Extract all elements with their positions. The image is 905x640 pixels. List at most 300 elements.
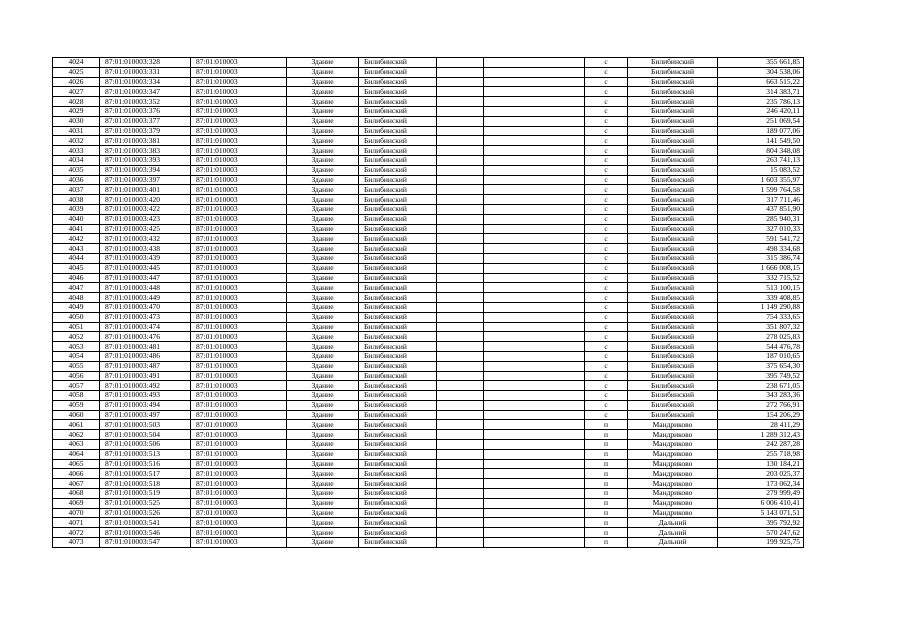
cell-district: Билибинский — [359, 420, 437, 430]
cell-locality-name: Билибинский — [628, 67, 718, 77]
cell-object-type: Здание — [287, 381, 359, 391]
cell-row-number: 4069 — [53, 498, 100, 508]
cell-district: Билибинский — [359, 273, 437, 283]
cell-object-type: Здание — [287, 351, 359, 361]
table-row — [53, 371, 804, 381]
cell-row-number: 4027 — [53, 87, 100, 97]
cell-cadastral-quarter: 87:01:010003 — [191, 204, 287, 214]
cell-extra-col-2 — [484, 116, 585, 126]
cell-cadastral-number: 87:01:010003:547 — [100, 538, 191, 548]
cell-extra-col-1 — [437, 332, 484, 342]
cell-locality-type: п — [585, 528, 628, 538]
cell-locality-name: Билибинский — [628, 273, 718, 283]
cell-locality-type: с — [585, 146, 628, 156]
cell-extra-col-1 — [437, 489, 484, 499]
cell-locality-type: с — [585, 165, 628, 175]
cell-locality-name: Билибинский — [628, 371, 718, 381]
cell-cadastral-number: 87:01:010003:546 — [100, 528, 191, 538]
cell-district: Билибинский — [359, 293, 437, 303]
cell-row-number: 4059 — [53, 400, 100, 410]
cell-locality-type: п — [585, 538, 628, 548]
cell-object-type: Здание — [287, 273, 359, 283]
cell-locality-type: п — [585, 518, 628, 528]
cell-cadastral-value: 355 661,85 — [718, 58, 804, 68]
cell-cadastral-value: 130 184,21 — [718, 459, 804, 469]
cell-row-number: 4041 — [53, 224, 100, 234]
cell-locality-type: с — [585, 234, 628, 244]
cell-cadastral-quarter: 87:01:010003 — [191, 381, 287, 391]
cell-cadastral-number: 87:01:010003:394 — [100, 165, 191, 175]
cell-extra-col-1 — [437, 116, 484, 126]
cell-extra-col-2 — [484, 508, 585, 518]
cell-row-number: 4031 — [53, 126, 100, 136]
cell-cadastral-quarter: 87:01:010003 — [191, 342, 287, 352]
cell-district: Билибинский — [359, 371, 437, 381]
cell-locality-type: с — [585, 116, 628, 126]
cell-cadastral-quarter: 87:01:010003 — [191, 214, 287, 224]
cell-row-number: 4048 — [53, 293, 100, 303]
cell-object-type: Здание — [287, 106, 359, 116]
cell-extra-col-2 — [484, 361, 585, 371]
cell-object-type: Здание — [287, 312, 359, 322]
cell-district: Билибинский — [359, 449, 437, 459]
cell-cadastral-quarter: 87:01:010003 — [191, 489, 287, 499]
table-row — [53, 126, 804, 136]
table-row — [53, 116, 804, 126]
table-row — [53, 58, 804, 68]
cell-extra-col-1 — [437, 67, 484, 77]
table-row — [53, 400, 804, 410]
cell-object-type: Здание — [287, 195, 359, 205]
cell-cadastral-number: 87:01:010003:525 — [100, 498, 191, 508]
cell-locality-name: Мандриково — [628, 440, 718, 450]
cell-district: Билибинский — [359, 136, 437, 146]
cell-object-type: Здание — [287, 214, 359, 224]
cell-locality-name: Мандриково — [628, 489, 718, 499]
cell-cadastral-number: 87:01:010003:347 — [100, 87, 191, 97]
cell-cadastral-quarter: 87:01:010003 — [191, 283, 287, 293]
cell-district: Билибинский — [359, 116, 437, 126]
cell-row-number: 4024 — [53, 58, 100, 68]
cell-locality-type: с — [585, 351, 628, 361]
cell-cadastral-quarter: 87:01:010003 — [191, 155, 287, 165]
cell-cadastral-number: 87:01:010003:438 — [100, 244, 191, 254]
cell-locality-name: Билибинский — [628, 136, 718, 146]
cell-locality-type: с — [585, 283, 628, 293]
cell-locality-name: Билибинский — [628, 312, 718, 322]
cell-locality-name: Билибинский — [628, 116, 718, 126]
cell-cadastral-quarter: 87:01:010003 — [191, 322, 287, 332]
cell-object-type: Здание — [287, 185, 359, 195]
cell-extra-col-1 — [437, 214, 484, 224]
cell-locality-name: Билибинский — [628, 204, 718, 214]
cell-cadastral-number: 87:01:010003:516 — [100, 459, 191, 469]
cell-row-number: 4062 — [53, 430, 100, 440]
cell-row-number: 4026 — [53, 77, 100, 87]
cell-cadastral-value: 498 334,68 — [718, 244, 804, 254]
cell-cadastral-number: 87:01:010003:328 — [100, 58, 191, 68]
cell-extra-col-1 — [437, 420, 484, 430]
cell-cadastral-quarter: 87:01:010003 — [191, 146, 287, 156]
cell-cadastral-value: 317 711,46 — [718, 195, 804, 205]
cell-cadastral-number: 87:01:010003:493 — [100, 391, 191, 401]
cell-cadastral-value: 5 143 071,51 — [718, 508, 804, 518]
table-row — [53, 410, 804, 420]
cell-extra-col-1 — [437, 361, 484, 371]
cell-district: Билибинский — [359, 87, 437, 97]
cell-extra-col-1 — [437, 224, 484, 234]
table-row — [53, 469, 804, 479]
cell-extra-col-2 — [484, 67, 585, 77]
cell-cadastral-value: 754 333,65 — [718, 312, 804, 322]
cell-cadastral-quarter: 87:01:010003 — [191, 106, 287, 116]
cell-district: Билибинский — [359, 332, 437, 342]
cell-cadastral-number: 87:01:010003:423 — [100, 214, 191, 224]
cell-extra-col-1 — [437, 538, 484, 548]
table-row — [53, 312, 804, 322]
table-row — [53, 185, 804, 195]
table-row — [53, 234, 804, 244]
cell-cadastral-value: 263 741,13 — [718, 155, 804, 165]
cell-locality-name: Мандриково — [628, 479, 718, 489]
cell-district: Билибинский — [359, 77, 437, 87]
cell-extra-col-1 — [437, 146, 484, 156]
cell-extra-col-2 — [484, 342, 585, 352]
cell-cadastral-quarter: 87:01:010003 — [191, 87, 287, 97]
cell-cadastral-quarter: 87:01:010003 — [191, 253, 287, 263]
cell-cadastral-number: 87:01:010003:481 — [100, 342, 191, 352]
cell-cadastral-number: 87:01:010003:491 — [100, 371, 191, 381]
cell-extra-col-1 — [437, 106, 484, 116]
cell-extra-col-1 — [437, 293, 484, 303]
cell-locality-name: Билибинский — [628, 126, 718, 136]
cell-cadastral-quarter: 87:01:010003 — [191, 351, 287, 361]
cell-extra-col-2 — [484, 538, 585, 548]
cell-extra-col-2 — [484, 273, 585, 283]
cell-locality-name: Билибинский — [628, 283, 718, 293]
cell-cadastral-quarter: 87:01:010003 — [191, 420, 287, 430]
cell-object-type: Здание — [287, 165, 359, 175]
cell-row-number: 4050 — [53, 312, 100, 322]
cell-row-number: 4056 — [53, 371, 100, 381]
cell-extra-col-1 — [437, 518, 484, 528]
cell-extra-col-2 — [484, 528, 585, 538]
cell-cadastral-value: 6 006 410,41 — [718, 498, 804, 508]
table-row — [53, 538, 804, 548]
cell-locality-name: Билибинский — [628, 302, 718, 312]
cell-cadastral-number: 87:01:010003:447 — [100, 273, 191, 283]
cell-extra-col-1 — [437, 97, 484, 107]
table-row — [53, 498, 804, 508]
cell-cadastral-number: 87:01:010003:449 — [100, 293, 191, 303]
cell-cadastral-quarter: 87:01:010003 — [191, 97, 287, 107]
cell-cadastral-quarter: 87:01:010003 — [191, 175, 287, 185]
cell-cadastral-number: 87:01:010003:439 — [100, 253, 191, 263]
cell-object-type: Здание — [287, 263, 359, 273]
cell-extra-col-2 — [484, 87, 585, 97]
cell-locality-type: с — [585, 87, 628, 97]
cell-object-type: Здание — [287, 459, 359, 469]
cell-locality-name: Дальний — [628, 538, 718, 548]
cell-row-number: 4038 — [53, 195, 100, 205]
cell-district: Билибинский — [359, 430, 437, 440]
cell-cadastral-number: 87:01:010003:497 — [100, 410, 191, 420]
cell-extra-col-2 — [484, 234, 585, 244]
cell-extra-col-1 — [437, 58, 484, 68]
cell-extra-col-2 — [484, 195, 585, 205]
cell-row-number: 4033 — [53, 146, 100, 156]
cell-district: Билибинский — [359, 67, 437, 77]
cell-row-number: 4060 — [53, 410, 100, 420]
cell-district: Билибинский — [359, 126, 437, 136]
cell-district: Билибинский — [359, 185, 437, 195]
cell-extra-col-1 — [437, 204, 484, 214]
cell-row-number: 4073 — [53, 538, 100, 548]
cell-cadastral-value: 343 283,36 — [718, 391, 804, 401]
cell-extra-col-1 — [437, 508, 484, 518]
cell-cadastral-value: 235 786,13 — [718, 97, 804, 107]
cell-extra-col-1 — [437, 381, 484, 391]
cell-district: Билибинский — [359, 538, 437, 548]
cell-row-number: 4032 — [53, 136, 100, 146]
cell-cadastral-value: 1 603 355,97 — [718, 175, 804, 185]
table-row — [53, 528, 804, 538]
cell-cadastral-value: 544 476,78 — [718, 342, 804, 352]
table-row — [53, 244, 804, 254]
cell-locality-type: п — [585, 440, 628, 450]
cell-district: Билибинский — [359, 175, 437, 185]
cell-locality-name: Мандриково — [628, 449, 718, 459]
cell-extra-col-2 — [484, 136, 585, 146]
table-row — [53, 302, 804, 312]
cell-cadastral-number: 87:01:010003:381 — [100, 136, 191, 146]
cell-object-type: Здание — [287, 253, 359, 263]
cell-locality-type: с — [585, 322, 628, 332]
cell-cadastral-value: 272 766,91 — [718, 400, 804, 410]
cell-district: Билибинский — [359, 214, 437, 224]
cell-extra-col-1 — [437, 430, 484, 440]
cell-row-number: 4068 — [53, 489, 100, 499]
cell-locality-type: с — [585, 185, 628, 195]
cell-extra-col-1 — [437, 77, 484, 87]
cell-cadastral-value: 238 671,05 — [718, 381, 804, 391]
cell-extra-col-1 — [437, 479, 484, 489]
cell-cadastral-quarter: 87:01:010003 — [191, 430, 287, 440]
cell-extra-col-2 — [484, 175, 585, 185]
cell-row-number: 4054 — [53, 351, 100, 361]
cell-locality-type: п — [585, 459, 628, 469]
cell-cadastral-number: 87:01:010003:393 — [100, 155, 191, 165]
cell-row-number: 4028 — [53, 97, 100, 107]
cell-cadastral-number: 87:01:010003:473 — [100, 312, 191, 322]
cell-object-type: Здание — [287, 175, 359, 185]
cell-cadastral-quarter: 87:01:010003 — [191, 518, 287, 528]
cell-district: Билибинский — [359, 155, 437, 165]
cell-cadastral-value: 591 541,72 — [718, 234, 804, 244]
cell-row-number: 4025 — [53, 67, 100, 77]
cell-cadastral-value: 339 408,85 — [718, 293, 804, 303]
table-row — [53, 136, 804, 146]
table-row — [53, 351, 804, 361]
cell-extra-col-2 — [484, 381, 585, 391]
cell-cadastral-number: 87:01:010003:383 — [100, 146, 191, 156]
cell-cadastral-quarter: 87:01:010003 — [191, 440, 287, 450]
cell-extra-col-2 — [484, 351, 585, 361]
cell-cadastral-quarter: 87:01:010003 — [191, 302, 287, 312]
cell-extra-col-2 — [484, 165, 585, 175]
table-row — [53, 273, 804, 283]
cell-extra-col-2 — [484, 332, 585, 342]
cell-object-type: Здание — [287, 469, 359, 479]
cell-locality-type: с — [585, 332, 628, 342]
cell-cadastral-number: 87:01:010003:506 — [100, 440, 191, 450]
cell-row-number: 4034 — [53, 155, 100, 165]
cell-district: Билибинский — [359, 244, 437, 254]
cell-extra-col-2 — [484, 146, 585, 156]
cell-cadastral-value: 173 062,34 — [718, 479, 804, 489]
cell-object-type: Здание — [287, 146, 359, 156]
cell-extra-col-2 — [484, 410, 585, 420]
cell-object-type: Здание — [287, 58, 359, 68]
cell-extra-col-1 — [437, 391, 484, 401]
cell-cadastral-value: 28 411,29 — [718, 420, 804, 430]
cell-object-type: Здание — [287, 400, 359, 410]
cell-cadastral-value: 304 538,06 — [718, 67, 804, 77]
cell-extra-col-2 — [484, 253, 585, 263]
cell-extra-col-2 — [484, 302, 585, 312]
cell-cadastral-quarter: 87:01:010003 — [191, 165, 287, 175]
cell-extra-col-1 — [437, 234, 484, 244]
cell-locality-type: с — [585, 58, 628, 68]
cell-extra-col-1 — [437, 400, 484, 410]
cell-cadastral-number: 87:01:010003:519 — [100, 489, 191, 499]
table-row — [53, 87, 804, 97]
cell-object-type: Здание — [287, 224, 359, 234]
cell-cadastral-quarter: 87:01:010003 — [191, 234, 287, 244]
cell-cadastral-value: 278 025,83 — [718, 332, 804, 342]
table-body — [53, 58, 804, 548]
cell-extra-col-2 — [484, 391, 585, 401]
cell-extra-col-1 — [437, 459, 484, 469]
table-row — [53, 381, 804, 391]
cell-extra-col-2 — [484, 244, 585, 254]
cell-extra-col-1 — [437, 351, 484, 361]
cell-district: Билибинский — [359, 391, 437, 401]
cell-object-type: Здание — [287, 136, 359, 146]
cell-cadastral-quarter: 87:01:010003 — [191, 449, 287, 459]
cell-object-type: Здание — [287, 420, 359, 430]
cell-cadastral-value: 395 749,52 — [718, 371, 804, 381]
cell-cadastral-value: 251 069,54 — [718, 116, 804, 126]
cell-row-number: 4063 — [53, 440, 100, 450]
cell-cadastral-quarter: 87:01:010003 — [191, 126, 287, 136]
cell-row-number: 4036 — [53, 175, 100, 185]
cell-district: Билибинский — [359, 263, 437, 273]
cell-locality-name: Билибинский — [628, 234, 718, 244]
cell-cadastral-number: 87:01:010003:474 — [100, 322, 191, 332]
cell-district: Билибинский — [359, 440, 437, 450]
cell-cadastral-number: 87:01:010003:541 — [100, 518, 191, 528]
cell-cadastral-quarter: 87:01:010003 — [191, 312, 287, 322]
cell-cadastral-quarter: 87:01:010003 — [191, 244, 287, 254]
cell-cadastral-quarter: 87:01:010003 — [191, 332, 287, 342]
cell-object-type: Здание — [287, 449, 359, 459]
cell-row-number: 4064 — [53, 449, 100, 459]
cell-cadastral-value: 351 807,32 — [718, 322, 804, 332]
cell-row-number: 4029 — [53, 106, 100, 116]
cell-locality-type: с — [585, 263, 628, 273]
cell-object-type: Здание — [287, 332, 359, 342]
cell-cadastral-number: 87:01:010003:513 — [100, 449, 191, 459]
cell-locality-type: с — [585, 244, 628, 254]
cell-locality-type: п — [585, 489, 628, 499]
cell-extra-col-1 — [437, 322, 484, 332]
cell-district: Билибинский — [359, 106, 437, 116]
cell-cadastral-quarter: 87:01:010003 — [191, 185, 287, 195]
cell-extra-col-2 — [484, 518, 585, 528]
cell-locality-type: п — [585, 420, 628, 430]
cell-locality-type: с — [585, 214, 628, 224]
cell-extra-col-2 — [484, 126, 585, 136]
cell-extra-col-1 — [437, 175, 484, 185]
cell-locality-name: Мандриково — [628, 508, 718, 518]
cell-extra-col-2 — [484, 449, 585, 459]
cell-extra-col-1 — [437, 185, 484, 195]
cell-locality-name: Билибинский — [628, 87, 718, 97]
cell-extra-col-1 — [437, 342, 484, 352]
cell-locality-type: с — [585, 253, 628, 263]
cell-locality-name: Билибинский — [628, 263, 718, 273]
table-row — [53, 165, 804, 175]
cell-cadastral-number: 87:01:010003:397 — [100, 175, 191, 185]
cell-object-type: Здание — [287, 204, 359, 214]
cell-locality-type: с — [585, 342, 628, 352]
cell-extra-col-1 — [437, 371, 484, 381]
cell-cadastral-value: 804 348,08 — [718, 146, 804, 156]
cell-cadastral-quarter: 87:01:010003 — [191, 263, 287, 273]
cell-district: Билибинский — [359, 469, 437, 479]
cell-district: Билибинский — [359, 498, 437, 508]
cell-locality-type: с — [585, 273, 628, 283]
cell-extra-col-2 — [484, 204, 585, 214]
cell-object-type: Здание — [287, 489, 359, 499]
cell-row-number: 4072 — [53, 528, 100, 538]
cell-cadastral-value: 141 549,50 — [718, 136, 804, 146]
table-row — [53, 391, 804, 401]
cell-extra-col-1 — [437, 498, 484, 508]
cell-locality-name: Билибинский — [628, 155, 718, 165]
cell-district: Билибинский — [359, 361, 437, 371]
cell-cadastral-value: 437 851,90 — [718, 204, 804, 214]
cell-district: Билибинский — [359, 528, 437, 538]
table-row — [53, 253, 804, 263]
cell-cadastral-value: 570 247,62 — [718, 528, 804, 538]
cell-locality-name: Билибинский — [628, 342, 718, 352]
cell-extra-col-2 — [484, 185, 585, 195]
cell-cadastral-quarter: 87:01:010003 — [191, 67, 287, 77]
cell-locality-type: с — [585, 381, 628, 391]
cell-cadastral-number: 87:01:010003:352 — [100, 97, 191, 107]
cell-object-type: Здание — [287, 293, 359, 303]
cell-cadastral-quarter: 87:01:010003 — [191, 479, 287, 489]
cell-object-type: Здание — [287, 538, 359, 548]
cell-district: Билибинский — [359, 342, 437, 352]
cell-row-number: 4040 — [53, 214, 100, 224]
cell-row-number: 4043 — [53, 244, 100, 254]
cell-object-type: Здание — [287, 528, 359, 538]
cell-cadastral-quarter: 87:01:010003 — [191, 498, 287, 508]
cell-object-type: Здание — [287, 342, 359, 352]
